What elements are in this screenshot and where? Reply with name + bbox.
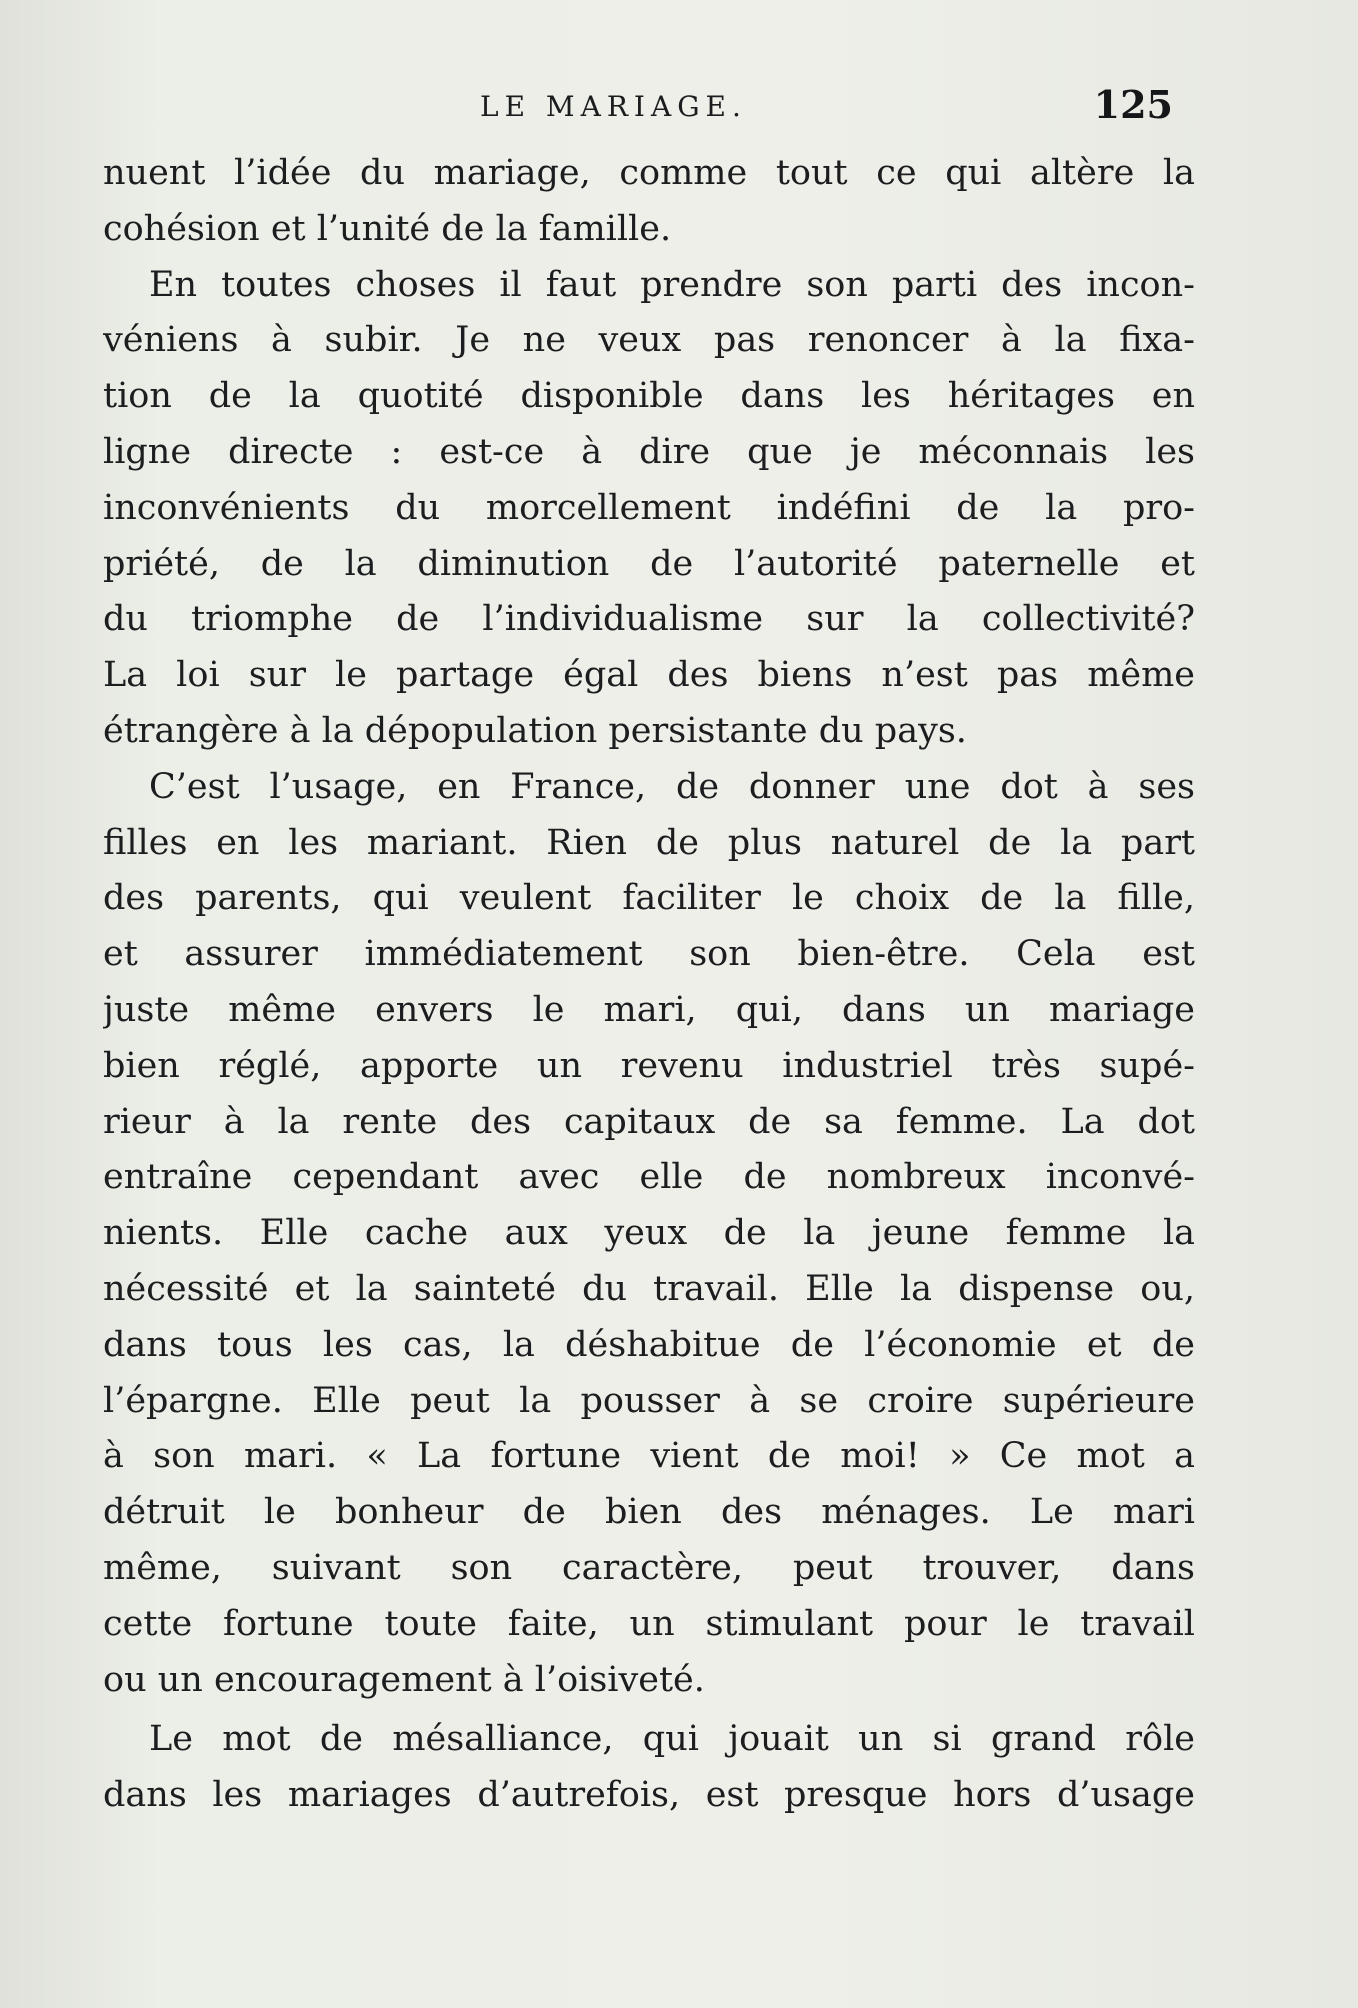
text-line: même, suivant son caractère, peut trouver, dans [103,1547,1195,1588]
text-line: tion de la quotité disponible dans les héritages en [103,376,1195,417]
text-line: cohésion et l’unité de la famille. [103,208,672,249]
text-line: juste même envers le mari, qui, dans un mariage [103,989,1195,1030]
text-line: des parents, qui veulent faciliter le choix de la fille, [103,878,1195,919]
text-line: dans les mariages d’autrefois, est presque hors d’usage [103,1775,1195,1816]
text-line: étrangère à la dépopulation persistante du pays. [103,710,967,751]
text-line: dans tous les cas, la déshabitue de l’économie et de [103,1324,1195,1365]
text-line: détruit le bonheur de bien des ménages. Le mari [103,1492,1195,1533]
text-line: à son mari. « La fortune vient de moi! » Ce mot a [103,1436,1195,1477]
text-line: et assurer immédiatement son bien-être. Cela est [103,934,1195,975]
text-line: bien réglé, apporte un revenu industriel très supé- [103,1045,1195,1086]
text-line: filles en les mariant. Rien de plus naturel de la part [103,822,1195,863]
text-line: En toutes choses il faut prendre son parti des incon- [149,264,1195,305]
text-line: cette fortune toute faite, un stimulant pour le travail [103,1603,1195,1644]
text-line: nécessité et la sainteté du travail. Elle la dispense ou, [103,1268,1195,1309]
text-line: Le mot de mésalliance, qui jouait un si grand rôle [149,1719,1195,1760]
paragraph-3 [103,760,1195,1709]
text-line: véniens à subir. Je ne veux pas renoncer à la fixa- [103,320,1195,361]
page-header [100,82,1185,132]
text-line: C’est l’usage, en France, de donner une dot à ses [149,766,1195,807]
running-head: LE MARIAGE. [480,90,747,123]
paragraph-4 [103,1712,1195,1824]
text-line: priété, de la diminution de l’autorité paternelle et [103,543,1195,584]
body-text [103,146,1195,1824]
text-line: ou un encouragement à l’oisiveté. [103,1659,705,1700]
text-line: La loi sur le partage égal des biens n’est pas même [103,655,1195,696]
paragraph-2 [103,258,1195,760]
page-number: 125 [1093,82,1173,127]
text-line: entraîne cependant avec elle de nombreux inconvé- [103,1157,1195,1198]
text-line: nuent l’idée du mariage, comme tout ce qui altère la [103,153,1195,193]
text-line: du triomphe de l’individualisme sur la collectivité? [103,599,1195,640]
text-line: ligne directe : est-ce à dire que je méconnais les [103,431,1195,472]
text-line: rieur à la rente des capitaux de sa femme. La dot [103,1101,1195,1142]
text-line: nients. Elle cache aux yeux de la jeune femme la [103,1213,1195,1254]
text-line: inconvénients du morcellement indéfini de la pro- [103,487,1195,528]
text-line: l’épargne. Elle peut la pousser à se croire supérieure [103,1380,1195,1421]
paragraph-1 [103,146,1195,258]
